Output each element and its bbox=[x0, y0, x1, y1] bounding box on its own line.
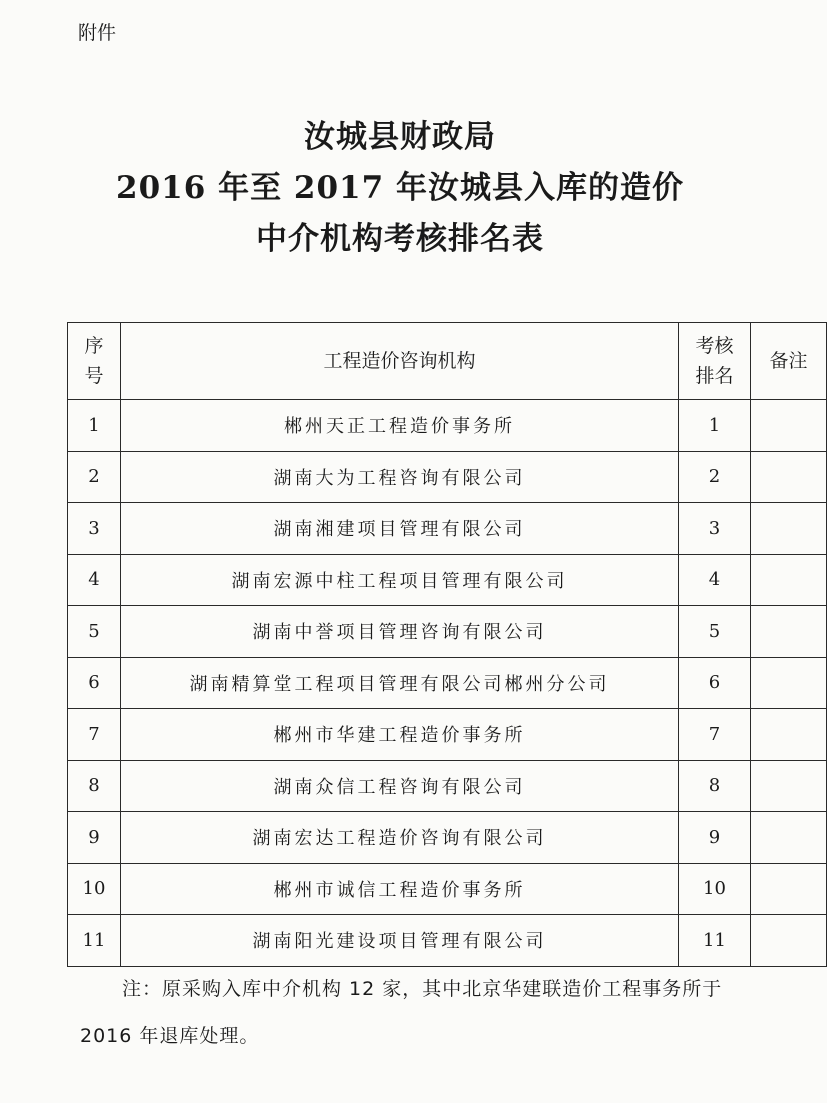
cell-remark bbox=[751, 554, 827, 606]
table-row bbox=[68, 657, 827, 709]
ranking-table bbox=[67, 322, 827, 967]
cell-no: 4 bbox=[68, 554, 121, 606]
header-no-char-2: 号 bbox=[84, 365, 104, 387]
title-line-1: 汝城县财政局 bbox=[304, 119, 496, 155]
cell-rank: 7 bbox=[679, 709, 751, 761]
cell-no: 6 bbox=[68, 657, 121, 709]
header-rank-line-2: 排名 bbox=[695, 365, 734, 387]
header-rank bbox=[679, 323, 751, 400]
table-row bbox=[68, 812, 827, 864]
table-row bbox=[68, 760, 827, 812]
cell-no: 3 bbox=[68, 503, 121, 555]
cell-no: 1 bbox=[68, 400, 121, 452]
document-title bbox=[0, 112, 800, 265]
cell-no: 11 bbox=[68, 915, 121, 967]
cell-no: 7 bbox=[68, 709, 121, 761]
cell-org: 湖南阳光建设项目管理有限公司 bbox=[121, 915, 679, 967]
cell-rank: 10 bbox=[679, 863, 751, 915]
cell-rank: 2 bbox=[679, 451, 751, 503]
cell-org: 湖南精算堂工程项目管理有限公司郴州分公司 bbox=[121, 657, 679, 709]
cell-rank: 5 bbox=[679, 606, 751, 658]
table-row bbox=[68, 915, 827, 967]
table-row bbox=[68, 503, 827, 555]
cell-remark bbox=[751, 760, 827, 812]
cell-rank: 11 bbox=[679, 915, 751, 967]
table-row bbox=[68, 554, 827, 606]
cell-org: 湖南宏达工程造价咨询有限公司 bbox=[121, 812, 679, 864]
header-remark: 备注 bbox=[751, 323, 827, 400]
cell-no: 5 bbox=[68, 606, 121, 658]
cell-remark bbox=[751, 400, 827, 452]
cell-org: 湖南众信工程咨询有限公司 bbox=[121, 760, 679, 812]
cell-rank: 3 bbox=[679, 503, 751, 555]
cell-no: 10 bbox=[68, 863, 121, 915]
table-header-row bbox=[68, 323, 827, 400]
cell-no: 2 bbox=[68, 451, 121, 503]
cell-remark bbox=[751, 709, 827, 761]
cell-no: 8 bbox=[68, 760, 121, 812]
header-org: 工程造价咨询机构 bbox=[121, 323, 679, 400]
cell-no: 9 bbox=[68, 812, 121, 864]
header-no bbox=[68, 323, 121, 400]
cell-rank: 1 bbox=[679, 400, 751, 452]
footnote: 注：原采购入库中介机构 12 家，其中北京华建联造价工程事务所于 2016 年退库处理。 bbox=[80, 978, 723, 1047]
header-rank-line-1: 考核 bbox=[695, 335, 734, 357]
table-row bbox=[68, 400, 827, 452]
cell-remark bbox=[751, 606, 827, 658]
cell-org: 郴州市华建工程造价事务所 bbox=[121, 709, 679, 761]
cell-org: 湖南湘建项目管理有限公司 bbox=[121, 503, 679, 555]
cell-remark bbox=[751, 863, 827, 915]
cell-org: 湖南中誉项目管理咨询有限公司 bbox=[121, 606, 679, 658]
title-line-2: 2016 年至 2017 年汝城县入库的造价 bbox=[116, 170, 684, 206]
cell-remark bbox=[751, 657, 827, 709]
cell-rank: 9 bbox=[679, 812, 751, 864]
cell-remark bbox=[751, 812, 827, 864]
cell-rank: 6 bbox=[679, 657, 751, 709]
table-row bbox=[68, 606, 827, 658]
table-row bbox=[68, 863, 827, 915]
cell-org: 湖南宏源中柱工程项目管理有限公司 bbox=[121, 554, 679, 606]
cell-org: 湖南大为工程咨询有限公司 bbox=[121, 451, 679, 503]
cell-org: 郴州市诚信工程造价事务所 bbox=[121, 863, 679, 915]
title-line-3: 中介机构考核排名表 bbox=[256, 221, 544, 257]
header-no-char-1: 序 bbox=[84, 335, 104, 357]
cell-org: 郴州天正工程造价事务所 bbox=[121, 400, 679, 452]
cell-rank: 4 bbox=[679, 554, 751, 606]
table-row bbox=[68, 709, 827, 761]
table-row bbox=[68, 451, 827, 503]
cell-remark bbox=[751, 503, 827, 555]
attachment-label: 附件 bbox=[78, 22, 117, 44]
cell-remark bbox=[751, 451, 827, 503]
cell-remark bbox=[751, 915, 827, 967]
cell-rank: 8 bbox=[679, 760, 751, 812]
